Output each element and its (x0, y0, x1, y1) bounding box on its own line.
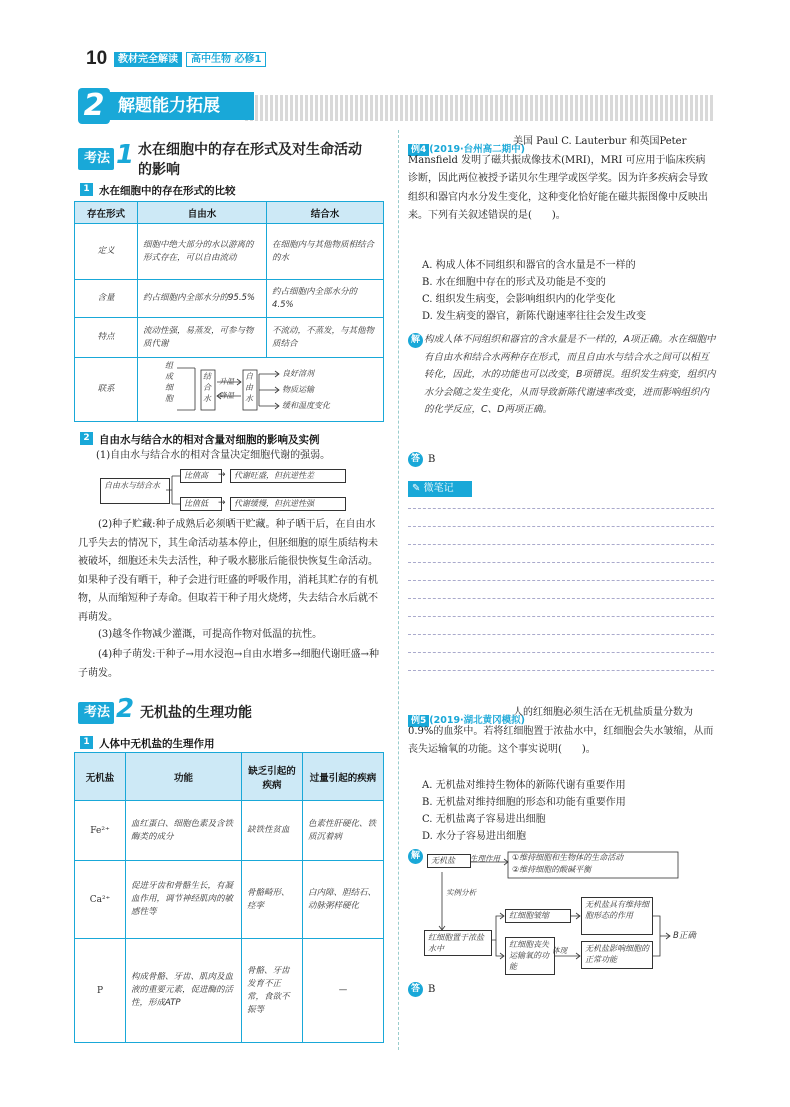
para-3: (3)越冬作物减少灌溉，可提高作物对低温的抗性。 (98, 629, 323, 640)
ratio-high: 比值高 (180, 469, 222, 483)
kaofa-1-badge: 考法 (78, 148, 114, 170)
note-line (408, 598, 714, 599)
note-line (408, 634, 714, 635)
option-b: B. 水在细胞中存在的形式及功能是不变的 (422, 277, 606, 288)
link-r1: 良好溶剂 (282, 369, 314, 378)
note-line (408, 544, 714, 545)
kaofa-1-number: 1 (116, 140, 135, 170)
sub-number: 1 (80, 183, 93, 196)
flow-role-label: 生理作用 (470, 854, 500, 863)
example-5-question: 人的红细胞必须生活在无机盐质量分数为0.9%的血浆中。若将红细胞置于浓盐水中，红细胞会失水皱缩，从而丧失运输氧的功能。这个事实说明( )。 (408, 707, 714, 755)
pencil-icon: ✎ (412, 483, 421, 494)
salt-table (74, 752, 384, 1043)
sub-number: 2 (80, 432, 93, 445)
example-5-answer: B (428, 984, 436, 995)
answer-icon: 答 (408, 452, 423, 467)
example-4-answer: B (428, 454, 436, 465)
note-line (408, 616, 714, 617)
link-down: 降温 (219, 391, 234, 400)
section-number: 2 (78, 88, 110, 124)
section-title: 解题能力拓展 (110, 92, 254, 120)
sub-title: 人体中无机盐的生理作用 (99, 738, 215, 750)
option-c: C. 无机盐离子容易进出细胞 (422, 814, 546, 825)
arrow-icon: → (218, 470, 226, 480)
arrow-icon: → (218, 498, 226, 508)
book-tag: 教材完全解读 (114, 52, 182, 67)
analysis-icon: 解 (408, 849, 423, 864)
kaofa-1-title-line2: 的影响 (138, 162, 180, 178)
link-bound-water: 结合水 (203, 372, 211, 403)
flow-rbc: 红细胞置于浓盐水中 (424, 930, 492, 956)
table-header: 无机盐 (75, 753, 126, 801)
para-1: (1)自由水与结合水的相对含量决定细胞代谢的强弱。 (96, 450, 331, 461)
column-divider (398, 130, 399, 1050)
ratio-box: 自由水与结合水 (100, 478, 170, 504)
note-line (408, 562, 714, 563)
example-4-label: 例4 (2019·台州高二期中) (408, 137, 525, 156)
link-r2: 物质运输 (282, 385, 314, 394)
option-c: C. 组织发生病变，会影响组织内的化学变化 (422, 294, 616, 305)
flow-salt-shape: 无机盐具有维持细胞形态的作用 (581, 897, 653, 935)
note-line (408, 580, 714, 581)
ratio-low-result: 代谢缓慢，但抗逆性强 (230, 497, 346, 511)
subject-tag: 高中生物 必修1 (186, 52, 266, 67)
flow-conclusion: B正确 (673, 931, 696, 941)
flow-case-label: 实例分析 (446, 888, 476, 897)
note-line (408, 652, 714, 653)
kaofa-2-badge: 考法 (78, 702, 114, 724)
notes-title: ✎ 微笔记 (408, 481, 472, 497)
link-up: 升温 (219, 377, 234, 386)
option-a: A. 构成人体不同组织和器官的含水量是不一样的 (422, 260, 636, 271)
table-header: 过量引起的疾病 (303, 753, 384, 801)
answer-icon: 答 (408, 982, 423, 997)
analysis-icon: 解 (408, 333, 423, 348)
para-2: (2)种子贮藏:种子成熟后必须晒干贮藏。种子晒干后，在自由水几乎失去的情况下，其生命活动基本停止，但胚细胞的原生质结构未被破坏，细胞还未失去活性，种子吸水膨胀后能很快恢复生命活动。如果种子没有晒干，种子会进行旺盛的呼吸作用，消耗其贮存的有机物，从而缩短种子寿命。但取若干种子用火烧烤，失去结合水后就不再萌发。 (78, 519, 378, 623)
ratio-low: 比值低 (180, 497, 222, 511)
table-header: 结合水 (267, 202, 384, 224)
note-line (408, 526, 714, 527)
page-number: 10 (86, 48, 108, 69)
link-compose: 组成细胞 (165, 361, 173, 403)
option-b: B. 无机盐对维持细胞的形态和功能有重要作用 (422, 797, 626, 808)
example-5-label: 例5 (2019·湖北黄冈模拟) (408, 708, 525, 727)
flow-salt: 无机盐 (427, 854, 471, 868)
example-4-options (422, 257, 714, 325)
example-4-analysis: 构成人体不同组织和器官的含水量是不一样的，A项正确。水在细胞中有自由水和结合水两种存在形式，而且自由水与结合水之间可以相互转化，因此，水的功能也可以改变，B项错误。组织发生病变，组织内水分会随之发生变化，从而导致新陈代谢速率改变，进而影响组织内的化学反应，C、D两项正确。 (424, 334, 716, 415)
example-4-question: 美国 Paul C. Lauterbur 和英国Peter Mansfield 发明了磁共振成像技术(MRI)，MRI 可应用于临床疾病诊断，因此两位被授予诺贝尔生理学或医学奖。因为许多疾病会导致组织和器官内水分发生变化，这种变化恰好能在磁共振图像中反映出来。下列有关叙述错误的是( )。 (408, 136, 708, 221)
table-row: 定义 细胞中绝大部分的水以游离的形式存在，可以自由流动 在细胞内与其他物质相结合的水 (75, 224, 384, 280)
table-row: P 构成骨骼、牙齿、肌肉及血液的重要元素，促进酶的活性，形成ATP 骨骼、牙齿发育不正常，食欲不振等 — (75, 939, 384, 1043)
table-header: 功能 (126, 753, 242, 801)
sub-title: 水在细胞中的存在形式的比较 (99, 185, 236, 197)
flow-salt-func: 无机盐影响细胞的正常功能 (581, 941, 653, 969)
option-d: D. 发生病变的器官，新陈代谢速率往往会发生改变 (422, 311, 647, 322)
kaofa-2-number: 2 (116, 694, 135, 724)
flow-shrink: 红细胞皱缩 (505, 909, 571, 923)
table-row: 含量 约占细胞内全部水分的95.5% 约占细胞内全部水分的4.5% (75, 280, 384, 318)
kaofa-2-title: 无机盐的生理功能 (140, 705, 252, 721)
table-row: Fe²⁺ 血红蛋白、细胞色素及含铁酶类的成分 缺铁性贫血 色素性肝硬化、铁质沉着病 (75, 801, 384, 861)
table-header: 自由水 (138, 202, 267, 224)
table-header: 存在形式 (75, 202, 138, 224)
flow-role-2: ②维持细胞的酸碱平衡 (512, 865, 592, 874)
table-header: 缺乏引起的疾病 (242, 753, 303, 801)
link-r3: 缓和温度变化 (282, 401, 330, 410)
para-4: (4)种子萌发:干种子→用水浸泡→自由水增多→细胞代谢旺盛→种子萌发。 (78, 649, 380, 679)
note-line (408, 670, 714, 671)
flow-role-1: ①维持细胞和生物体的生命活动 (512, 853, 624, 862)
sub-number: 1 (80, 736, 93, 749)
kaofa-1-title-line1: 水在细胞中的存在形式及对生命活动 (138, 142, 362, 158)
ratio-high-result: 代谢旺盛，但抗逆性差 (230, 469, 346, 483)
banner-stripe (245, 95, 715, 121)
table-row: 特点 流动性强，易蒸发，可参与物质代谢 不流动，不蒸发，与其他物质结合 (75, 318, 384, 358)
link-free-water: 自由水 (245, 372, 253, 403)
table-row: Ca²⁺ 促进牙齿和骨骼生长，有凝血作用，调节神经肌肉的敏感性等 骨骼畸形、痉挛 白内障、胆结石、动脉粥样硬化 (75, 861, 384, 939)
note-line (408, 508, 714, 509)
table-row: 联系 (75, 358, 384, 422)
flow-lose: 红细胞丧失运输氧的功能 (505, 937, 555, 975)
option-d: D. 水分子容易进出细胞 (422, 831, 527, 842)
sub-title: 自由水与结合水的相对含量对细胞的影响及实例 (99, 434, 320, 446)
example-5-options (422, 777, 714, 845)
flow-shows: 体现 (552, 946, 567, 955)
option-a: A. 无机盐对维持生物体的新陈代谢有重要作用 (422, 780, 626, 791)
